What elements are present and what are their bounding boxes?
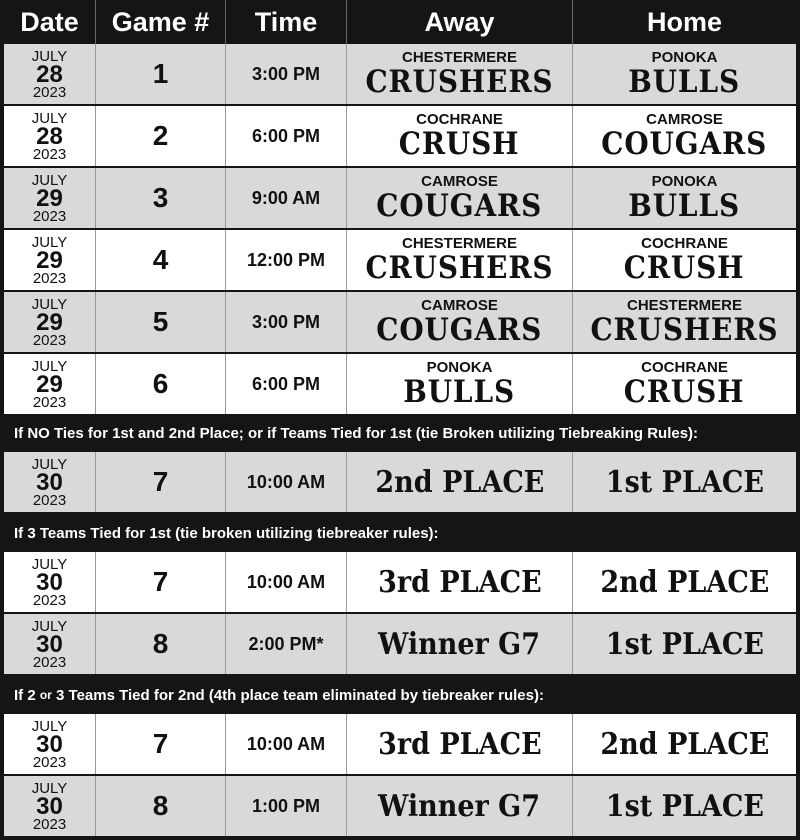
home-team (573, 168, 796, 228)
game-number: 1 (96, 44, 226, 104)
date-year: 2023 (32, 491, 67, 509)
team-city: COCHRANE (641, 235, 728, 252)
team-name: BULLS (403, 374, 516, 410)
game-time: 10:00 AM (226, 714, 347, 774)
date-day: 29 (36, 246, 63, 274)
table-row (4, 552, 796, 612)
game-number: 7 (96, 552, 226, 612)
game-number: 6 (96, 354, 226, 414)
game-number: 4 (96, 230, 226, 290)
game-number: 3 (96, 168, 226, 228)
table-row (4, 168, 796, 228)
away-team (347, 292, 573, 352)
team-city: CHESTERMERE (626, 297, 742, 314)
date-month: JULY (31, 233, 68, 251)
date-day: 28 (36, 60, 63, 88)
table-row (4, 44, 796, 104)
header-row (4, 0, 796, 44)
game-time: 6:00 PM (226, 354, 347, 414)
date-year: 2023 (32, 393, 67, 411)
date-month: JULY (31, 109, 68, 127)
date-day: 30 (36, 730, 63, 758)
note-part: If 2 (14, 686, 40, 704)
scenario-note: If 3 Teams Tied for 1st (tie broken utilizing tiebreaker rules): (4, 514, 796, 552)
team-name: CRUSHERS (365, 64, 554, 100)
game-time: 3:00 PM (226, 292, 347, 352)
note-or: or (39, 688, 52, 702)
scenario-note (4, 676, 796, 714)
team-city: PONOKA (651, 173, 718, 190)
date-cell (4, 106, 96, 166)
home-team (573, 44, 796, 104)
home-team (573, 452, 796, 512)
home-team (573, 230, 796, 290)
team-name: CRUSHERS (590, 312, 779, 348)
home-team (573, 106, 796, 166)
date-cell (4, 552, 96, 612)
team-city: COCHRANE (641, 359, 728, 376)
table-row (4, 354, 796, 414)
team-placeholder: 1st PLACE (605, 464, 764, 500)
team-city: PONOKA (426, 359, 493, 376)
game-number: 7 (96, 714, 226, 774)
team-name: BULLS (628, 64, 741, 100)
team-placeholder: Winner G7 (378, 626, 541, 662)
date-month: JULY (31, 779, 68, 797)
game-time: 9:00 AM (226, 168, 347, 228)
game-time: 12:00 PM (226, 230, 347, 290)
date-day: 30 (36, 568, 63, 596)
away-team (347, 230, 573, 290)
table-row (4, 714, 796, 774)
team-city: CAMROSE (421, 173, 498, 190)
date-month: JULY (31, 717, 68, 735)
game-time: 2:00 PM* (226, 614, 347, 674)
date-year: 2023 (32, 815, 67, 833)
home-team (573, 354, 796, 414)
note-part: 3 Teams Tied for 2nd (4th place team eliminated by tiebreaker rules): (51, 686, 544, 704)
date-month: JULY (31, 357, 68, 375)
team-placeholder: 3rd PLACE (377, 726, 542, 762)
table-row (4, 106, 796, 166)
away-team (347, 354, 573, 414)
game-time: 10:00 AM (226, 452, 347, 512)
date-cell (4, 354, 96, 414)
table-row (4, 776, 796, 836)
game-time: 3:00 PM (226, 44, 347, 104)
table-row (4, 292, 796, 352)
date-year: 2023 (32, 269, 67, 287)
date-day: 29 (36, 184, 63, 212)
date-cell (4, 44, 96, 104)
date-cell (4, 230, 96, 290)
date-year: 2023 (32, 83, 67, 101)
header-away: Away (347, 0, 573, 44)
team-name: CRUSHERS (365, 250, 554, 286)
date-year: 2023 (32, 207, 67, 225)
team-city: PONOKA (651, 49, 718, 66)
date-day: 28 (36, 122, 63, 150)
away-team (347, 44, 573, 104)
home-team (573, 614, 796, 674)
date-cell (4, 452, 96, 512)
date-cell (4, 776, 96, 836)
team-name: BULLS (628, 188, 741, 224)
date-year: 2023 (32, 331, 67, 349)
team-name: CRUSH (399, 126, 520, 162)
away-team (347, 452, 573, 512)
date-year: 2023 (32, 145, 67, 163)
team-city: CAMROSE (646, 111, 723, 128)
team-placeholder: 2nd PLACE (599, 564, 770, 600)
team-name: CRUSH (624, 374, 745, 410)
date-year: 2023 (32, 653, 67, 671)
home-team (573, 776, 796, 836)
team-name: COUGARS (601, 126, 768, 162)
game-time: 1:00 PM (226, 776, 347, 836)
team-city: CHESTERMERE (401, 49, 517, 66)
game-time: 10:00 AM (226, 552, 347, 612)
date-month: JULY (31, 617, 68, 635)
team-placeholder: 1st PLACE (605, 788, 764, 824)
home-team (573, 292, 796, 352)
away-team (347, 106, 573, 166)
away-team (347, 552, 573, 612)
date-cell (4, 714, 96, 774)
table-row (4, 230, 796, 290)
game-number: 7 (96, 452, 226, 512)
game-time: 6:00 PM (226, 106, 347, 166)
date-cell (4, 168, 96, 228)
date-year: 2023 (32, 591, 67, 609)
date-month: JULY (31, 171, 68, 189)
scenario-note: If NO Ties for 1st and 2nd Place; or if Teams Tied for 1st (tie Broken utilizing Tiebreaking Rules): (4, 414, 796, 452)
date-day: 30 (36, 630, 63, 658)
header-home: Home (646, 6, 722, 37)
date-month: JULY (31, 295, 68, 313)
header-date: Date (4, 0, 96, 44)
date-day: 29 (36, 370, 63, 398)
table-row (4, 614, 796, 674)
team-placeholder: 1st PLACE (605, 626, 764, 662)
date-day: 30 (36, 468, 63, 496)
away-team (347, 776, 573, 836)
header-game-number: Game # (96, 0, 226, 44)
game-number: 5 (96, 292, 226, 352)
team-name: COUGARS (376, 188, 543, 224)
game-number: 8 (96, 614, 226, 674)
team-placeholder: 2nd PLACE (374, 464, 545, 500)
date-day: 30 (36, 792, 63, 820)
team-placeholder: 2nd PLACE (599, 726, 770, 762)
table-row (4, 452, 796, 512)
team-city: COCHRANE (416, 111, 503, 128)
date-day: 29 (36, 308, 63, 336)
team-name: COUGARS (376, 312, 543, 348)
away-team (347, 168, 573, 228)
team-city: CHESTERMERE (401, 235, 517, 252)
home-team (573, 714, 796, 774)
team-name: CRUSH (624, 250, 745, 286)
header-time: Time (226, 0, 347, 44)
date-month: JULY (31, 47, 68, 65)
team-placeholder: 3rd PLACE (377, 564, 542, 600)
date-cell (4, 614, 96, 674)
date-month: JULY (31, 455, 68, 473)
date-cell (4, 292, 96, 352)
date-year: 2023 (32, 753, 67, 771)
home-team (573, 552, 796, 612)
away-team (347, 614, 573, 674)
team-placeholder: Winner G7 (378, 788, 541, 824)
date-month: JULY (31, 555, 68, 573)
team-city: CAMROSE (421, 297, 498, 314)
away-team (347, 714, 573, 774)
game-number: 2 (96, 106, 226, 166)
game-number: 8 (96, 776, 226, 836)
